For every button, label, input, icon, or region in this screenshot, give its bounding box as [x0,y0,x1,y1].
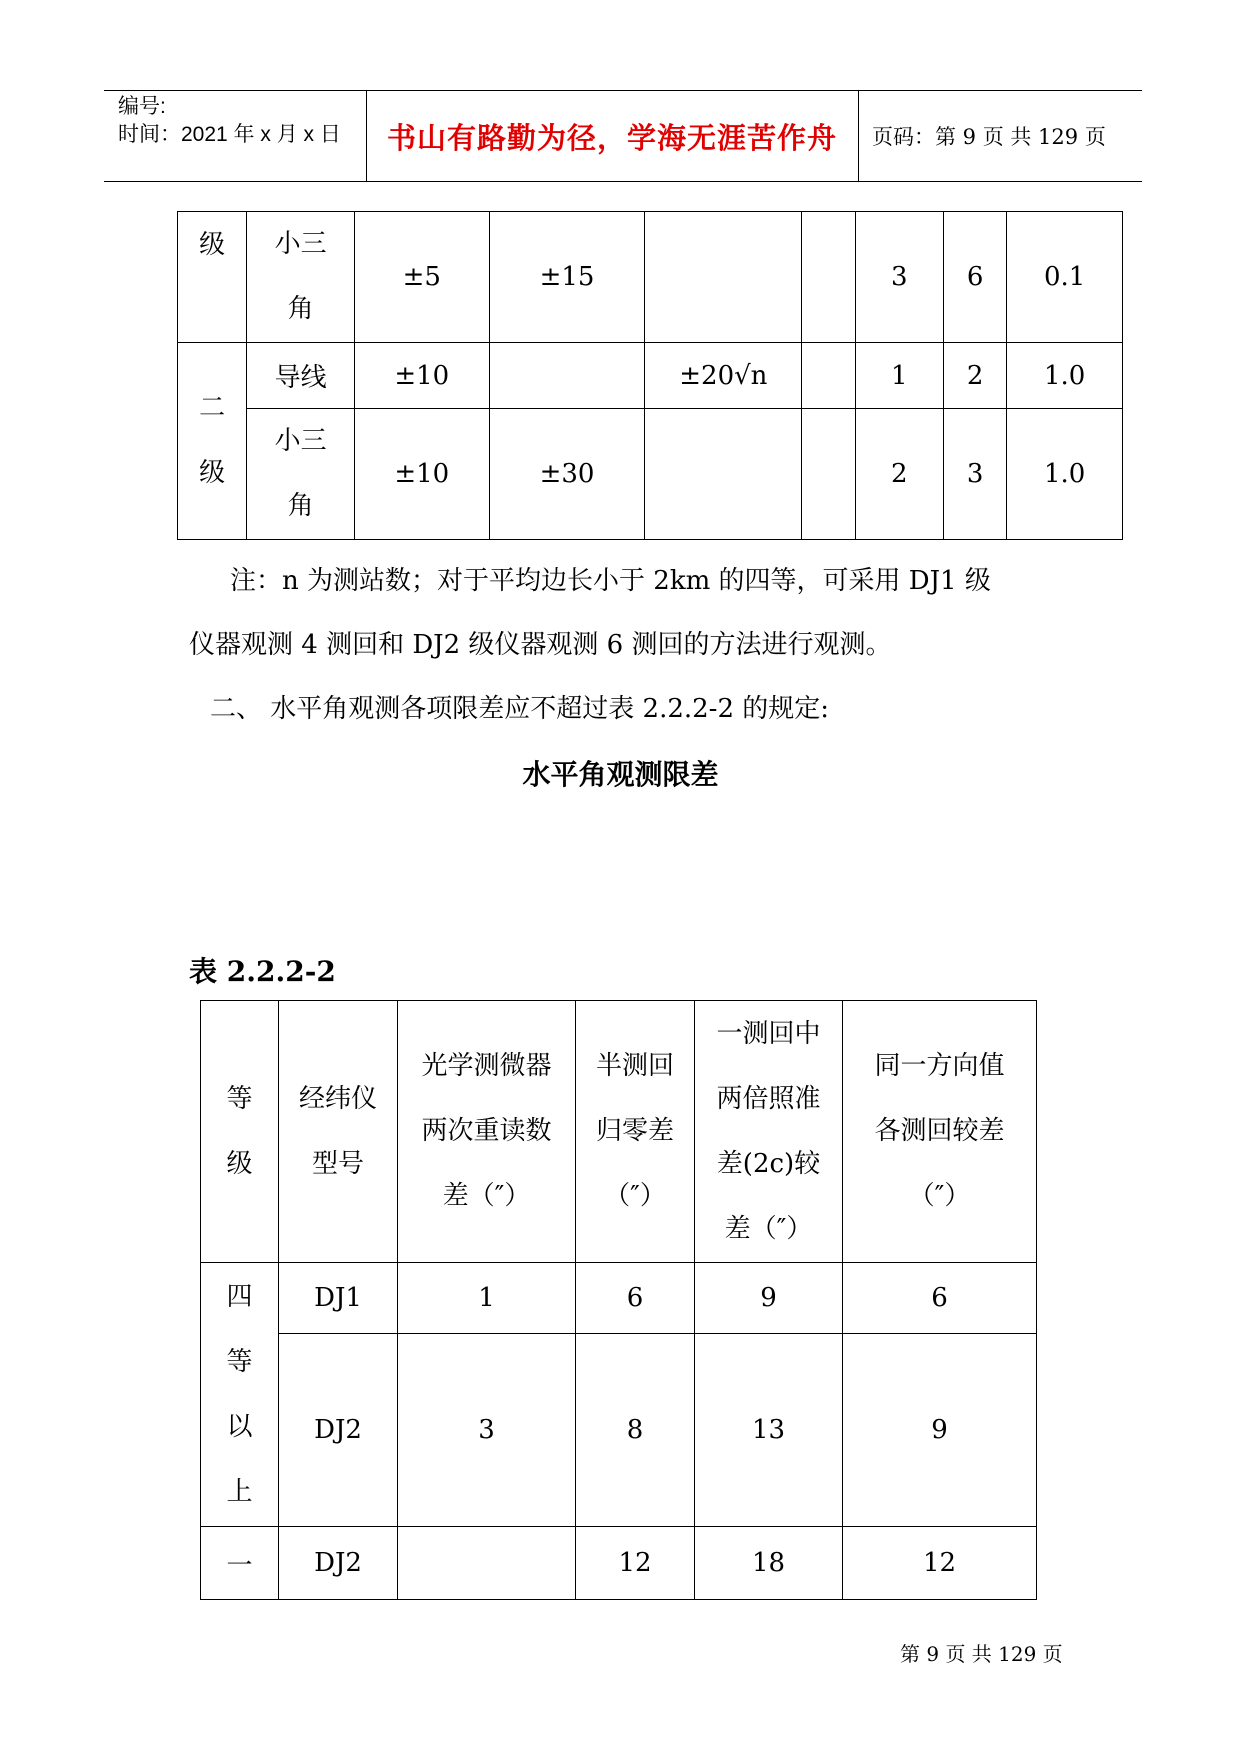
header-grade: 等级 [201,1001,279,1263]
cell: 1 [855,343,943,409]
cell [645,409,802,540]
table-header-row [201,1001,1037,1263]
cell: 3 [398,1334,576,1527]
header-direction: 同一方向值各测回较差（″） [843,1001,1037,1263]
cell [645,212,802,343]
serial-label: 编号: [118,95,166,118]
header-micrometer: 光学测微器两次重读数差（″） [398,1001,576,1263]
grade-cell: 一 [201,1527,279,1600]
cell: 2 [855,409,943,540]
table-1 [177,211,1123,540]
cell [802,409,855,540]
table-2 [200,1000,1037,1600]
cell [398,1527,576,1600]
grade-cell: 四等以上 [201,1263,279,1527]
cell: 8 [576,1334,695,1527]
grade-cell: 级 [178,212,247,343]
table-row [178,409,1123,540]
cell: 3 [855,212,943,343]
type-cell: 小三角 [247,409,355,540]
header-page-label: 页码：第 9 页 共 129 页 [872,125,1106,149]
cell: 0.1 [1007,212,1123,343]
grade-cell: 二级 [178,343,247,540]
header-2c: 一测回中两倍照准差(2c)较差（″） [695,1001,843,1263]
cell: 6 [944,212,1007,343]
page-footer: 第 9 页 共 129 页 [900,1642,1063,1666]
header-divider-right [858,90,859,182]
section-heading: 二、 水平角观测各项限差应不超过表 2.2.2-2 的规定: [210,694,830,724]
cell: 12 [576,1527,695,1600]
cell: ±10 [354,343,489,409]
cell: 1.0 [1007,343,1123,409]
cell: 6 [843,1263,1037,1334]
cell: 9 [695,1263,843,1334]
type-cell: 小三角 [247,212,355,343]
cell: 13 [695,1334,843,1527]
table-row [201,1263,1037,1334]
table-row [178,343,1123,409]
time-label: 时间：2021 年 x 月 x 日 [118,123,341,146]
model-cell: DJ2 [279,1334,398,1527]
cell: ±15 [489,212,645,343]
header-motto: 书山有路勤为径，学海无涯苦作舟 [386,120,837,155]
header-half-round: 半测回归零差（″） [576,1001,695,1263]
table-number: 表 2.2.2-2 [189,955,336,988]
cell [802,212,855,343]
table-row [201,1334,1037,1527]
cell: 3 [944,409,1007,540]
cell: 18 [695,1527,843,1600]
cell: 1 [398,1263,576,1334]
header-meta [118,93,341,149]
type-cell: 导线 [247,343,355,409]
cell: ±20√n [645,343,802,409]
cell: 2 [944,343,1007,409]
cell [802,343,855,409]
model-cell: DJ1 [279,1263,398,1334]
table-title: 水平角观测限差 [522,758,719,791]
note-line-2: 仪器观测 4 测回和 DJ2 级仪器观测 6 测回的方法进行观测。 [189,630,892,660]
cell: 9 [843,1334,1037,1527]
header-model: 经纬仪型号 [279,1001,398,1263]
note-line-1: 注：n 为测站数；对于平均边长小于 2km 的四等，可采用 DJ1 级 [230,566,991,596]
cell: ±10 [354,409,489,540]
table-row [201,1527,1037,1600]
cell: 1.0 [1007,409,1123,540]
cell [489,343,645,409]
cell: ±30 [489,409,645,540]
table-row [178,212,1123,343]
cell: ±5 [354,212,489,343]
cell: 6 [576,1263,695,1334]
model-cell: DJ2 [279,1527,398,1600]
cell: 12 [843,1527,1037,1600]
